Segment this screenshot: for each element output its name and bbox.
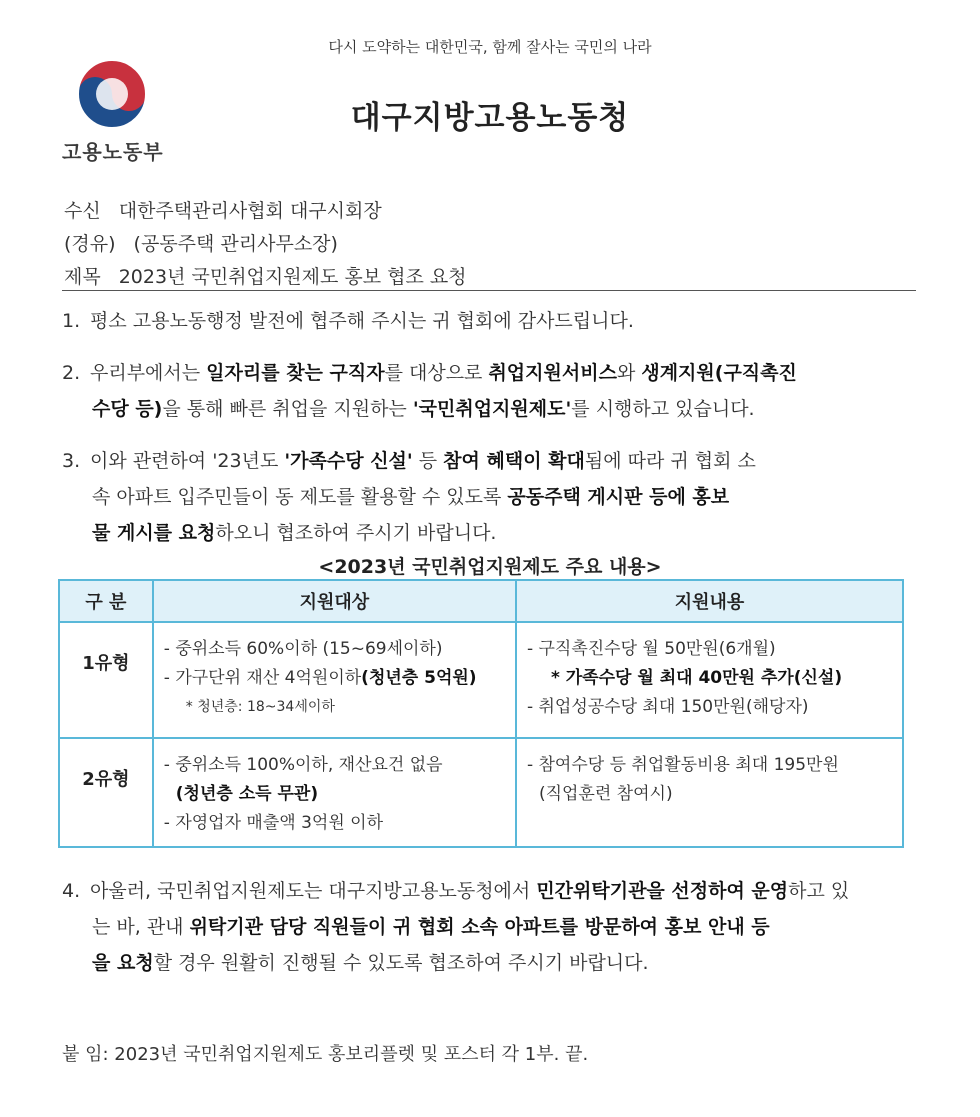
- bold-run: (청년층 소득 무관): [175, 784, 319, 804]
- bold-run: 일자리를 찾는 구직자: [206, 362, 385, 384]
- bold-run: (청년층 5억원): [361, 668, 477, 688]
- bold-run: 공동주택 게시판 등에 홍보: [507, 486, 730, 508]
- header-divider: [62, 290, 916, 291]
- agency-title: 대구지방고용노동청: [350, 100, 630, 136]
- recipient-value: 대한주택관리사협회 대구시회장: [118, 200, 382, 222]
- attachment-note: 붙 임: 2023년 국민취업지원제도 홍보리플렛 및 포스터 각 1부. 끝.: [62, 1044, 589, 1065]
- text-run: 등: [412, 450, 444, 472]
- text-run: 속 아파트 입주민들이 동 제도를 활용할 수 있도록: [92, 486, 508, 508]
- program-summary-table: [58, 579, 904, 848]
- target-cell: [153, 738, 516, 847]
- cell-line: - 구직촉진수당 월 50만원(6개월): [526, 639, 776, 659]
- subject-line: [64, 262, 467, 289]
- bold-run: '국민취업지원제도': [412, 398, 572, 420]
- recipient-label: 수신: [64, 200, 101, 222]
- column-header: 지원대상: [153, 580, 516, 622]
- bold-run: 을 요청: [92, 952, 154, 974]
- bold-run: * 가족수당 월 최대 40만원 추가(신설): [550, 668, 843, 688]
- text-run: 하고 있: [788, 880, 850, 902]
- type-cell: 1유형: [59, 622, 153, 738]
- recipient-line: [64, 196, 382, 223]
- text-run: 이와 관련하여 '23년도: [90, 450, 285, 472]
- cell-line: (직업훈련 참여시): [538, 784, 673, 804]
- paragraph-number: 4.: [62, 880, 81, 902]
- text-run: 는 바, 관내: [92, 916, 190, 938]
- paragraph-3: [62, 443, 914, 551]
- table-row: [59, 622, 903, 738]
- bold-run: 생계지원(구직촉진: [641, 362, 797, 384]
- via-label: (경유): [64, 233, 116, 255]
- paragraph-number: 1.: [62, 310, 81, 332]
- bold-run: 위탁기관 담당 직원들이 귀 협회 소속 아파트를 방문하여 홍보 안내 등: [189, 916, 770, 938]
- text-run: 아울러, 국민취업지원제도는 대구지방고용노동청에서: [90, 880, 537, 902]
- cell-line: - 취업성공수당 최대 150만원(해당자): [526, 697, 809, 717]
- cell-line: - 중위소득 60%이하 (15~69세이하): [163, 639, 443, 659]
- via-line: [64, 229, 338, 256]
- cell-line: - 자영업자 매출액 3억원 이하: [163, 813, 383, 833]
- paragraph-number: 2.: [62, 362, 81, 384]
- bold-run: 물 게시를 요청: [92, 522, 216, 544]
- paragraph-2: [62, 355, 914, 427]
- column-header: 지원내용: [516, 580, 903, 622]
- column-header: 구 분: [59, 580, 153, 622]
- text-run: 됨에 따라 귀 협회 소: [584, 450, 756, 472]
- logo-text: 고용노동부: [62, 140, 164, 164]
- table-header-row: [59, 580, 903, 622]
- paragraph-4: [62, 873, 914, 981]
- text-run: 우리부에서는: [90, 362, 207, 384]
- content-cell: [516, 738, 903, 847]
- target-cell: [153, 622, 516, 738]
- slogan: 다시 도약하는 대한민국, 함께 잘사는 국민의 나라: [328, 38, 652, 56]
- via-value: (공동주택 관리사무소장): [133, 233, 338, 255]
- text-run: 와: [616, 362, 642, 384]
- bold-run: 민간위탁기관을 선정하여 운영: [536, 880, 789, 902]
- text-run: 을 통해 빠른 취업을 지원하는: [162, 398, 413, 420]
- paragraph-text: 평소 고용노동행정 발전에 협주해 주시는 귀 협회에 감사드립니다.: [90, 310, 634, 332]
- bold-run: 수당 등): [92, 398, 163, 420]
- type-cell: 2유형: [59, 738, 153, 847]
- bold-run: 참여 혜택이 확대: [443, 450, 585, 472]
- cell-line: - 중위소득 100%이하, 재산요건 없음: [163, 755, 443, 775]
- text-run: 할 경우 원활히 진행될 수 있도록 협조하여 주시기 바랍니다.: [153, 952, 649, 974]
- content-cell: [516, 622, 903, 738]
- cell-line: [164, 664, 507, 693]
- cell-note: * 청년층: 18~34세이하: [185, 699, 335, 715]
- table-caption: <2023년 국민취업지원제도 주요 내용>: [318, 556, 662, 578]
- table-row: [59, 738, 903, 847]
- subject-value: 2023년 국민취업지원제도 홍보 협조 요청: [118, 266, 467, 288]
- bold-run: '가족수당 신설': [284, 450, 413, 472]
- paragraph-number: 3.: [62, 450, 81, 472]
- paragraph-1: [62, 303, 914, 339]
- text-run: 를 시행하고 있습니다.: [571, 398, 755, 420]
- text-run: 하오니 협조하여 주시기 바랍니다.: [215, 522, 497, 544]
- subject-label: 제목: [64, 266, 101, 288]
- cell-line: - 참여수당 등 취업활동비용 최대 195만원: [526, 755, 839, 775]
- text-run: 를 대상으로: [384, 362, 489, 384]
- bold-run: 취업지원서비스: [488, 362, 617, 384]
- text-run: - 가구단위 재산 4억원이하: [163, 668, 362, 688]
